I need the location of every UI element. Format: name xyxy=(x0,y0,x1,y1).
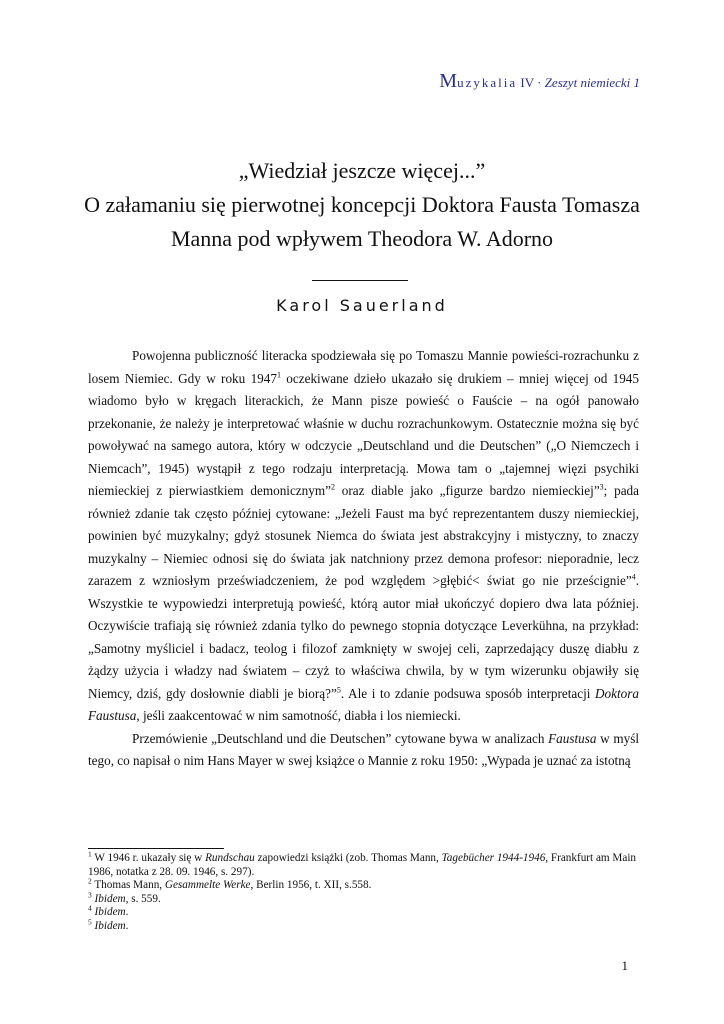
footnote-ref-2[interactable]: 2 xyxy=(330,482,335,492)
footnotes xyxy=(88,849,648,934)
footnote-ref-3[interactable]: 3 xyxy=(599,482,604,492)
footnote-number: 3 xyxy=(88,890,92,900)
footnote-number: 4 xyxy=(88,903,92,913)
italic-text: Rundschau xyxy=(205,852,255,864)
journal-issue: Zeszyt niemiecki 1 xyxy=(544,75,640,90)
text-run: , Berlin 1956, t. XII, s.558. xyxy=(250,879,372,892)
title-divider xyxy=(312,280,408,281)
text-run: oczekiwane dzieło ukazało się drukiem – mniej więcej od 1945 wiadomo było w kręgach literackich, że Mann pisze powieść o Fauście – na ogół panowało przekonanie, że należy je interpretować właśnie w duchu rozrachunkowym. Ostatecznie można się być powoływać na samego autora, który w odczycie „Deutschland und die Deutschen” („O Niemczech i Niemcach”, 1945) wystąpił z tego rodzaju interpretacją. Mowa tam o „tajemnej więzi psychiki niemieckiej z pierwiastkiem demonicznym” xyxy=(88,370,639,498)
footnote-2 xyxy=(88,876,648,893)
journal-name: uzykalia xyxy=(457,75,518,90)
italic-text: Ibidem xyxy=(94,919,126,932)
footnote-ref-1[interactable]: 1 xyxy=(276,370,281,380)
text-run: , s. 559. xyxy=(125,892,161,905)
text-run: Przemówienie „Deutschland und die Deutschen” cytowane bywa w analizach xyxy=(132,730,549,746)
text-run: Powojenna publiczność literacka spodziewała się po Tomaszu Mannie powieści-rozrachunku z losem Niemiec. Gdy w roku 1947 xyxy=(88,348,639,386)
article-title xyxy=(0,154,724,256)
journal-initial: M xyxy=(439,70,458,92)
author-name: Karol Sauerland xyxy=(276,296,448,315)
running-header xyxy=(439,70,640,93)
italic-text: Gesammelte Werke xyxy=(164,879,251,892)
text-run: , jeśli zaakcentować w nim samotność, diabła i los niemiecki. xyxy=(136,708,461,723)
text-run: W 1946 r. ukazały się w xyxy=(91,852,206,864)
text-run: . xyxy=(125,919,129,932)
footnote-5 xyxy=(88,917,648,934)
title-line-1: „Wiedział jeszcze więcej...” xyxy=(238,158,486,183)
text-run: Thomas Mann, xyxy=(91,879,165,892)
text-run: . xyxy=(125,906,129,919)
text-run: oraz diable jako „figurze bardzo niemieckiej” xyxy=(334,483,600,498)
italic-text: Ibidem xyxy=(94,906,126,919)
footnote-3 xyxy=(88,890,648,907)
text-run: , Frankfurt am Main 1986, notatka z 28. 09. 1946, s. 297). xyxy=(88,852,637,878)
text-run: ; pada również zdanie tak często później cytowane: „Jeżeli Faust ma być reprezentantem duszy niemieckiej, powinien być muzykalny; gdyż stosunek Niemca do świata jest abstrakcyjny i mistyczny, to znaczy muzykalny – Niemiec odnosi się do świata jak natchniony przez demona profesor: nieporadnie, lecz zarazem z wzniosłym przeświadczeniem, że pod względem >głębić< świat go nie prześcignie” xyxy=(88,483,640,588)
footnote-ref-4[interactable]: 4 xyxy=(631,572,636,582)
footnote-1 xyxy=(88,849,648,879)
book-title: Doktora Faustusa xyxy=(88,685,639,723)
header-separator: · xyxy=(537,75,542,90)
paragraph-1 xyxy=(88,345,639,728)
footnote-number: 2 xyxy=(88,876,92,886)
title-line-2: O załamaniu się pierwotnej koncepcji Doktora Fausta Tomasza xyxy=(84,192,640,217)
italic-text: Ibidem xyxy=(94,892,126,905)
paragraph-2 xyxy=(88,728,639,773)
text-run: . Wszystkie te wypowiedzi interpretują powieść, którą autor miał ukończyć dopiero dwa lata później. Oczywiście trafiają się również zdania tylko do pewnego stopnia dotyczące Leverkühna, na przykład: „Samotny myśliciel i badacz, teolog i filozof zamknięty w swojej celi, zaprzedający duszę diabłu z żądzy użycia i władzy nad światem – czyż to właściwa chwila, by w tym wizerunku objawiły się Niemcy, dziś, gdy dosłownie diabli je biorą?” xyxy=(88,573,639,701)
text-run: w myśl tego, co napisał o nim Hans Mayer w swej książce o Mannie z roku 1950: „Wypada je uznać za istotną xyxy=(88,730,639,768)
title-line-3: Manna pod wpływem Theodora W. Adorno xyxy=(170,226,554,251)
text-run: zapowiedzi książki (zob. Thomas Mann, xyxy=(254,852,442,864)
italic-text: Tagebücher 1944-1946 xyxy=(441,852,546,864)
footnote-divider xyxy=(88,848,224,849)
page-number: 1 xyxy=(621,958,628,973)
book-title: Faustusa xyxy=(548,730,597,746)
journal-volume: IV xyxy=(520,75,534,90)
footnote-ref-5[interactable]: 5 xyxy=(336,685,341,695)
article-body xyxy=(88,345,639,773)
footnote-4 xyxy=(88,903,648,920)
footnote-number: 5 xyxy=(88,917,92,927)
footnote-number: 1 xyxy=(88,849,92,859)
text-run: . Ale i to zdanie podsuwa sposób interpretacji xyxy=(340,685,596,701)
